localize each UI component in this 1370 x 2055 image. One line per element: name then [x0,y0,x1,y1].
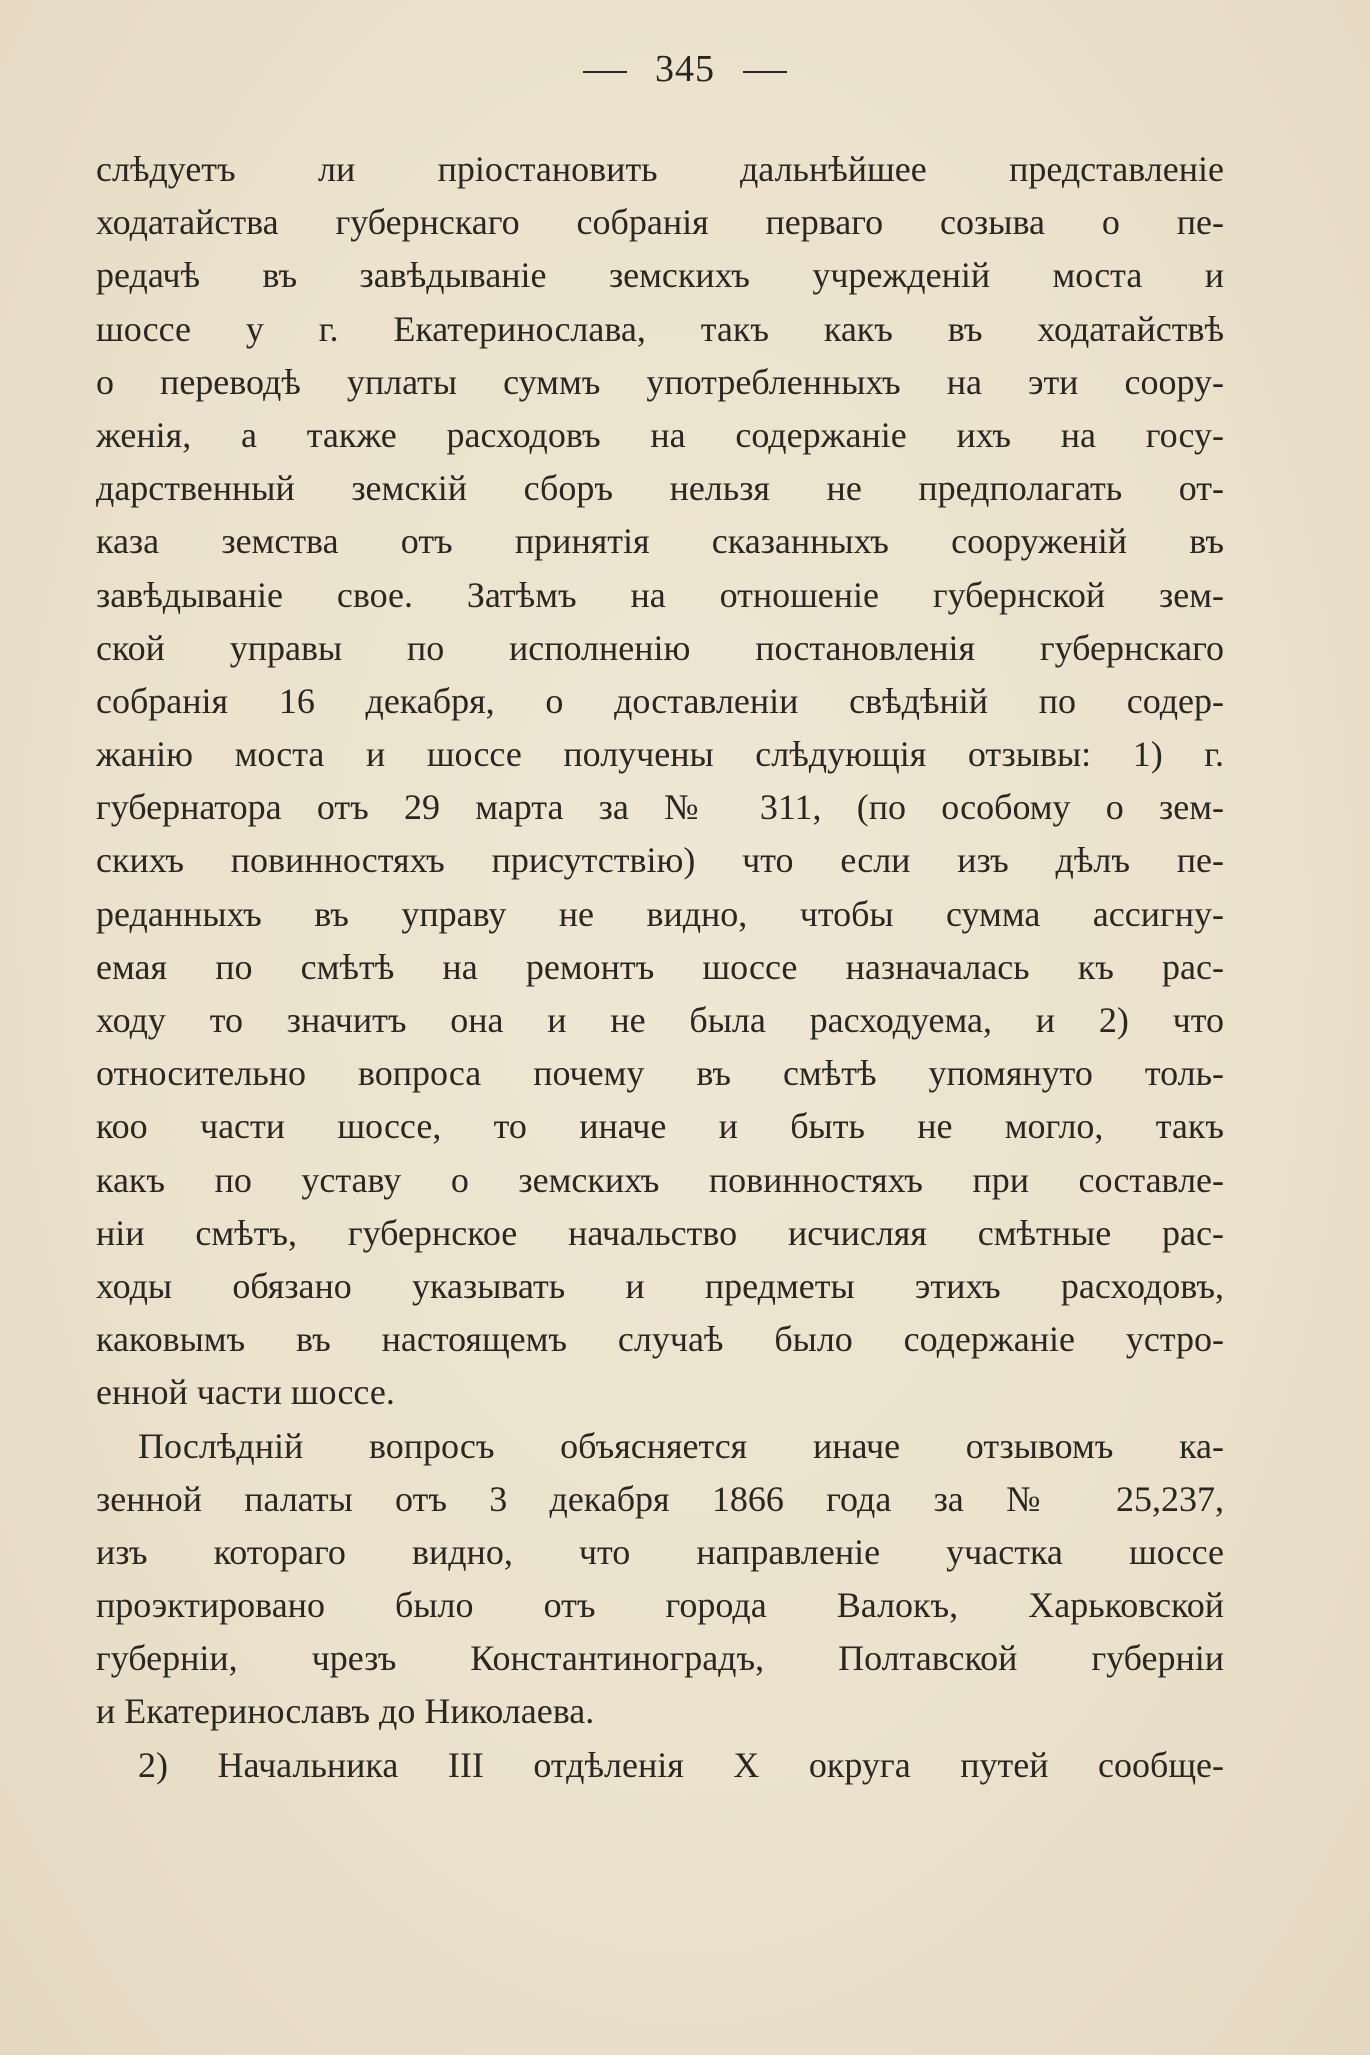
text-line: губернатора отъ 29 марта за № 311, (по особому о зем- [96,787,1224,828]
text-line: завѣдываніе свое. Затѣмъ на отношеніе губернской зем- [96,574,1224,615]
text-line: слѣдуетъ ли пріостановить дальнѣйшее представленіе [96,149,1224,189]
text-line: ской управы по исполненію постановленія губернскаго [96,627,1224,668]
text-line: ходы обязано указывать и предметы этихъ расходовъ, [96,1265,1224,1306]
text-line: зенной палаты отъ 3 декабря 1866 года за № 25,237, [96,1478,1224,1519]
text-line: и Екатеринославъ до Николаева. [96,1691,595,1732]
paragraph-start-line: Послѣдній вопросъ объясняется иначе отзывомъ ка- [138,1425,1224,1466]
text-line: емая по смѣтѣ на ремонтъ шоссе назначалась къ рас- [96,946,1224,987]
text-line: дарственный земскій сборъ нельзя не предполагать от- [96,468,1224,509]
text-line: изъ котораго видно, что направленіе участка шоссе [96,1531,1224,1572]
text-line: енной части шоссе. [96,1372,395,1413]
paragraph-start-line: 2) Начальника III отдѣленія X округа путей сообще- [138,1744,1224,1785]
left-dash [583,71,627,73]
text-line: каза земства отъ принятія сказанныхъ сооруженій въ [96,521,1224,562]
text-line: редачѣ въ завѣдываніе земскихъ учрежденій моста и [96,255,1224,296]
text-line: коо части шоссе, то иначе и быть не могло, такъ [96,1106,1224,1147]
text-line: ніи смѣтъ, губернское начальство исчисляя смѣтные рас- [96,1212,1224,1253]
text-line: реданныхъ въ управу не видно, чтобы сумма ассигну- [96,893,1224,934]
body-text [96,143,1224,1792]
text-line: о переводѣ уплаты суммъ употребленныхъ на эти соору- [96,361,1224,402]
text-line: каковымъ въ настоящемъ случаѣ было содержаніе устро- [96,1319,1224,1360]
text-line: собранія 16 декабря, о доставленіи свѣдѣній по содер- [96,680,1224,721]
text-line: шоссе у г. Екатеринослава, такъ какъ въ ходатайствѣ [96,308,1224,349]
text-line: ходу то значитъ она и не была расходуема, и 2) что [96,1000,1224,1040]
text-line: проэктировано было отъ города Валокъ, Харьковской [96,1585,1224,1626]
text-line: какъ по уставу о земскихъ повинностяхъ при составле- [96,1159,1224,1200]
page-number-header [0,44,1370,94]
text-line: губерніи, чрезъ Константиноградъ, Полтавской губерніи [96,1638,1224,1679]
text-line: жанію моста и шоссе получены слѣдующія отзывы: 1) г. [96,734,1224,775]
page-number: 345 [655,48,715,90]
right-dash [743,71,787,73]
text-line: относительно вопроса почему въ смѣтѣ упомянуто толь- [96,1053,1224,1094]
text-line: ходатайства губернскаго собранія перваго созыва о пе- [96,202,1224,243]
text-line: скихъ повинностяхъ присутствію) что если изъ дѣлъ пе- [96,840,1224,881]
text-line: женія, а также расходовъ на содержаніе ихъ на госу- [96,414,1224,455]
